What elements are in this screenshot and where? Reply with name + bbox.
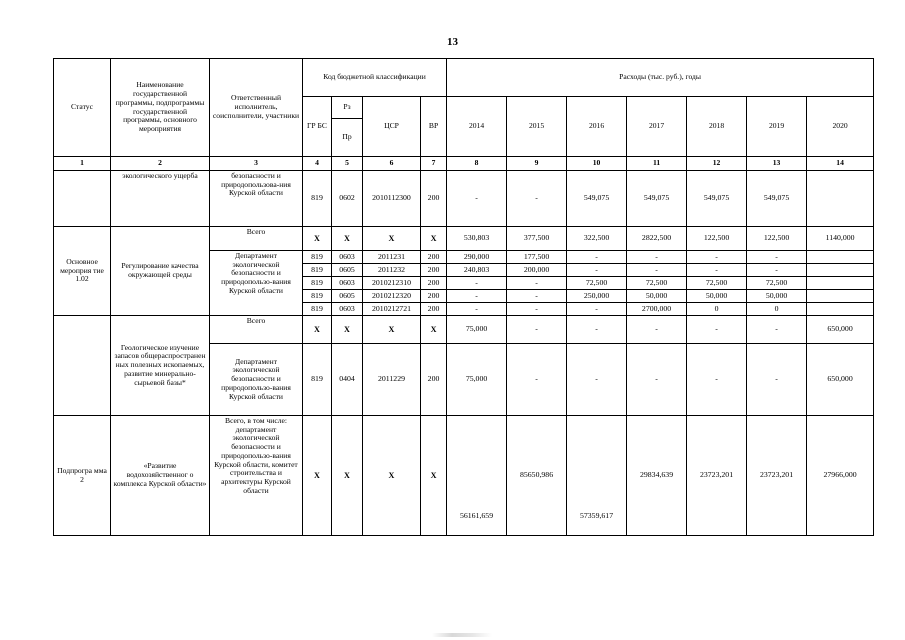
value-cell: 2700,000: [627, 303, 687, 316]
column-index: 9: [507, 157, 567, 171]
value-cell: [807, 171, 874, 227]
column-index: 2: [111, 157, 210, 171]
value-cell: [807, 277, 874, 290]
measure-name: Геологическое изучение запасов общераспространен ных полезных ископаемых, развитие минерально-сырьевой базы*: [111, 316, 210, 416]
column-index: 6: [363, 157, 421, 171]
csr-cell: 2010212310: [363, 277, 421, 290]
status-cell: Основное мероприя тие 1.02: [54, 227, 111, 316]
value-cell: 177,500: [507, 251, 567, 264]
value-cell: 290,000: [447, 251, 507, 264]
value-cell: 50,000: [627, 290, 687, 303]
column-index: 5: [332, 157, 363, 171]
grbs-cell: 819: [303, 251, 332, 264]
value-cell: -: [627, 264, 687, 277]
value-cell: -: [687, 264, 747, 277]
rzpr-cell: 0404: [332, 344, 363, 416]
value-cell: -: [627, 344, 687, 416]
value-cell: 650,000: [807, 316, 874, 344]
value-cell: 56161,659: [447, 416, 507, 536]
value-cell: 549,075: [687, 171, 747, 227]
value-cell: 549,075: [627, 171, 687, 227]
value-cell: 322,500: [567, 227, 627, 251]
status-cell: [54, 171, 111, 227]
measure-name: экологического ущерба: [111, 171, 210, 227]
csr-cell: 2010212721: [363, 303, 421, 316]
value-cell: -: [447, 171, 507, 227]
column-index: 14: [807, 157, 874, 171]
rzpr-cell: 0602: [332, 171, 363, 227]
executor-cell: Всего, в том числе: департамент экологической безопасности и природопользо-вания Курской области, комитет строительства и архитектуры Курской области: [210, 416, 303, 536]
measure-name: «Развитие водохозяйственног о комплекса Курской области»: [111, 416, 210, 536]
header-expenses: Расходы (тыс. руб.), годы: [447, 59, 874, 97]
table-row: [54, 171, 874, 227]
scan-smudge: [432, 633, 492, 637]
header-year: 2017: [627, 97, 687, 157]
executor-cell: безопасности и природопользова-ния Курской области: [210, 171, 303, 227]
grbs-cell: 819: [303, 303, 332, 316]
value-cell: 72,500: [627, 277, 687, 290]
csr-cell: 2011232: [363, 264, 421, 277]
header-year: 2018: [687, 97, 747, 157]
rzpr-cell: 0605: [332, 264, 363, 277]
grbs-cell: 819: [303, 344, 332, 416]
value-cell: 50,000: [747, 290, 807, 303]
value-cell: -: [447, 290, 507, 303]
value-cell: -: [687, 316, 747, 344]
value-cell: -: [567, 316, 627, 344]
column-index: 1: [54, 157, 111, 171]
executor-cell: Департамент экологической безопасности и природопользо-вания Курской области: [210, 251, 303, 316]
value-cell: [807, 251, 874, 264]
vr-cell: 200: [421, 251, 447, 264]
csr-cell: 2011229: [363, 344, 421, 416]
value-cell: -: [447, 277, 507, 290]
value-cell: 29834,639: [627, 416, 687, 536]
value-cell: 1140,000: [807, 227, 874, 251]
column-index: 7: [421, 157, 447, 171]
vr-cell: 200: [421, 171, 447, 227]
value-cell: -: [507, 290, 567, 303]
value-cell: -: [627, 316, 687, 344]
table-row: [54, 227, 874, 251]
csr-cell: X: [363, 416, 421, 536]
column-index: 10: [567, 157, 627, 171]
value-cell: [807, 290, 874, 303]
value-cell: -: [747, 316, 807, 344]
grbs-cell: 819: [303, 264, 332, 277]
value-cell: -: [567, 251, 627, 264]
value-cell: -: [507, 303, 567, 316]
value-cell: [807, 264, 874, 277]
rzpr-cell: X: [332, 316, 363, 344]
vr-cell: 200: [421, 303, 447, 316]
table-row: [54, 316, 874, 344]
column-index: 12: [687, 157, 747, 171]
rzpr-cell: 0603: [332, 303, 363, 316]
header-status: Статус: [54, 59, 111, 157]
column-index: 11: [627, 157, 687, 171]
vr-cell: X: [421, 416, 447, 536]
grbs-cell: 819: [303, 290, 332, 303]
rzpr-cell: X: [332, 227, 363, 251]
header-year: 2020: [807, 97, 874, 157]
value-cell: 122,500: [747, 227, 807, 251]
value-cell: 650,000: [807, 344, 874, 416]
value-cell: 240,803: [447, 264, 507, 277]
value-cell: 50,000: [687, 290, 747, 303]
rzpr-cell: 0603: [332, 251, 363, 264]
grbs-cell: 819: [303, 171, 332, 227]
page-number: 13: [447, 36, 458, 48]
value-cell: 75,000: [447, 344, 507, 416]
value-cell: -: [627, 251, 687, 264]
total-label: Всего: [210, 227, 303, 251]
value-cell: 72,500: [747, 277, 807, 290]
header-vr: ВР: [421, 97, 447, 157]
csr-cell: 2010112300: [363, 171, 421, 227]
value-cell: -: [507, 277, 567, 290]
header-pr: Пр: [332, 119, 363, 157]
header-year: 2015: [507, 97, 567, 157]
column-index: 13: [747, 157, 807, 171]
value-cell: -: [687, 344, 747, 416]
vr-cell: 200: [421, 290, 447, 303]
column-index: 3: [210, 157, 303, 171]
value-cell: -: [747, 264, 807, 277]
header-grbs: ГР БС: [303, 97, 332, 157]
value-cell: -: [507, 171, 567, 227]
header-name: Наименование государственной программы, подпрограммы государственной программы, основного мероприятия: [111, 59, 210, 157]
rzpr-cell: X: [332, 416, 363, 536]
header-year: 2014: [447, 97, 507, 157]
value-cell: 122,500: [687, 227, 747, 251]
value-cell: -: [507, 344, 567, 416]
measure-name: Регулирование качества окружающей среды: [111, 227, 210, 316]
vr-cell: 200: [421, 264, 447, 277]
value-cell: 549,075: [747, 171, 807, 227]
value-cell: 200,000: [507, 264, 567, 277]
budget-table: [53, 58, 874, 536]
value-cell: 549,075: [567, 171, 627, 227]
value-cell: 75,000: [447, 316, 507, 344]
header-csr: ЦСР: [363, 97, 421, 157]
value-cell: -: [447, 303, 507, 316]
value-cell: 27966,000: [807, 416, 874, 536]
value-cell: -: [747, 344, 807, 416]
column-index: 8: [447, 157, 507, 171]
value-cell: 250,000: [567, 290, 627, 303]
grbs-cell: 819: [303, 277, 332, 290]
value-cell: 377,500: [507, 227, 567, 251]
value-cell: 72,500: [687, 277, 747, 290]
value-cell: 2822,500: [627, 227, 687, 251]
value-cell: -: [567, 344, 627, 416]
column-index: 4: [303, 157, 332, 171]
value-cell: 57359,617: [567, 416, 627, 536]
csr-cell: 2011231: [363, 251, 421, 264]
executor-cell: Департамент экологической безопасности и природопользо-вания Курской области: [210, 344, 303, 416]
value-cell: 0: [687, 303, 747, 316]
rzpr-cell: 0603: [332, 277, 363, 290]
value-cell: -: [567, 303, 627, 316]
csr-cell: X: [363, 316, 421, 344]
total-label: Всего: [210, 316, 303, 344]
rzpr-cell: 0605: [332, 290, 363, 303]
vr-cell: 200: [421, 344, 447, 416]
status-cell: Подпрогра мма 2: [54, 416, 111, 536]
value-cell: 23723,201: [687, 416, 747, 536]
header-rz: Рз: [332, 97, 363, 119]
csr-cell: X: [363, 227, 421, 251]
value-cell: -: [567, 264, 627, 277]
header-executor: Ответственный исполнитель, соисполнители, участники: [210, 59, 303, 157]
vr-cell: 200: [421, 277, 447, 290]
header-year: 2016: [567, 97, 627, 157]
value-cell: -: [687, 251, 747, 264]
header-budget-code: Код бюджетной классификации: [303, 59, 447, 97]
status-cell: [54, 316, 111, 416]
vr-cell: X: [421, 227, 447, 251]
grbs-cell: X: [303, 416, 332, 536]
csr-cell: 2010212320: [363, 290, 421, 303]
table-row: [54, 416, 874, 536]
grbs-cell: X: [303, 227, 332, 251]
vr-cell: X: [421, 316, 447, 344]
value-cell: -: [747, 251, 807, 264]
value-cell: 85650,986: [507, 416, 567, 536]
grbs-cell: X: [303, 316, 332, 344]
value-cell: 530,803: [447, 227, 507, 251]
value-cell: -: [507, 316, 567, 344]
value-cell: [807, 303, 874, 316]
value-cell: 0: [747, 303, 807, 316]
value-cell: 23723,201: [747, 416, 807, 536]
header-year: 2019: [747, 97, 807, 157]
value-cell: 72,500: [567, 277, 627, 290]
